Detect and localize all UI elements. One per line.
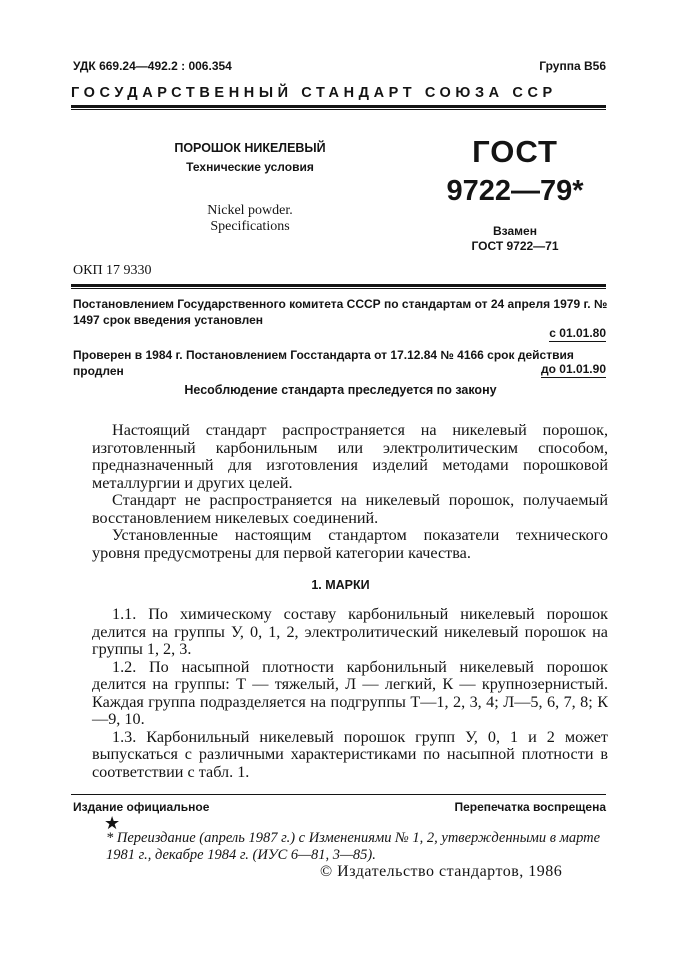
check-text: Проверен в 1984 г. Постановлением Госстандарта от 17.12.84 № 4166 срок действия продлен <box>73 348 574 378</box>
group-code: Группа В56 <box>539 59 606 73</box>
gost-number: 9722—79* <box>446 175 584 207</box>
warning-text: Несоблюдение стандарта преследуется по закону <box>184 383 497 397</box>
replaces-label: Взамен <box>493 224 537 238</box>
decree-date-value: с 01.01.80 <box>549 326 606 340</box>
banner-rule-thin <box>71 109 606 110</box>
copyright: © Издательство стандартов, 1986 <box>320 863 563 880</box>
section-block <box>92 606 608 781</box>
standard-banner: ГОСУДАРСТВЕННЫЙ СТАНДАРТ СОЮЗА ССР <box>71 85 557 101</box>
replaces-standard: ГОСТ 9722—71 <box>471 239 559 253</box>
title-ru: ПОРОШОК НИКЕЛЕВЫЙ <box>174 141 326 155</box>
decree-date <box>549 326 606 342</box>
decree-text: Постановлением Государственного комитета СССР по стандартам от 24 апреля 1979 г. № 1497 срок введения установлен <box>73 297 608 327</box>
header-rule-thin <box>71 288 606 289</box>
subtitle-ru: Технические условия <box>186 160 314 174</box>
section-paragraph-2: 1.2. По насыпной плотности карбонильный никелевый порошок делится на группы: Т — тяжелый, Л — легкий, К — крупнозернистый. Каждая группа подразделяется на подгруппы Т—1, 2, 3, 4; Л—5, 6, 7, 8; К—9, 10. <box>92 657 608 728</box>
replaces-block <box>440 224 590 254</box>
title-en-sub: Specifications <box>210 219 290 234</box>
okp-code: ОКП 17 9330 <box>73 263 152 278</box>
reissue-note: * Переиздание (апрель 1987 г.) с Изменениями № 1, 2, утвержденными в марте 1981 г., декабре 1984 г. (ИУС 6—81, 3—85). <box>106 830 601 863</box>
intro-paragraph-2: Стандарт не распространяется на никелевый порошок, получаемый восстановлением никелевых соединений. <box>92 491 608 527</box>
banner-rule <box>71 105 606 108</box>
official-edition: Издание официальное <box>73 800 210 814</box>
footer-rule <box>71 794 606 795</box>
check-date <box>541 362 606 378</box>
section-title: 1. МАРКИ <box>311 578 370 592</box>
section-paragraph-1: 1.1. По химическому составу карбонильный никелевый порошок делится на группы У, 0, 1, 2, электролитический никелевый порошок на группы 1, 2, 3. <box>92 605 608 658</box>
udk-code: УДК 669.24—492.2 : 006.354 <box>73 59 232 73</box>
reprint-prohibited: Перепечатка воспрещена <box>454 800 606 814</box>
intro-paragraph-3: Установленные настоящим стандартом показатели технического уровня предусмотрены для первой категории качества. <box>92 526 608 562</box>
section-paragraph-3: 1.3. Карбонильный никелевый порошок групп У, 0, 1 и 2 может выпускаться с различными характеристиками по насыпной плотности в соответствии с табл. 1. <box>92 727 608 781</box>
title-en <box>170 203 330 235</box>
star-icon: ★ <box>104 813 121 833</box>
header-rule <box>71 284 606 287</box>
intro-block <box>92 422 608 562</box>
intro-paragraph-1: Настоящий стандарт распространяется на никелевый порошок, изготовленный карбонильным или электролитическим способом, предназначенный для изготовления изделий методами порошковой металлургии и других целей. <box>92 421 608 492</box>
title-en-name: Nickel powder. <box>207 203 293 218</box>
gost-label: ГОСТ <box>472 134 558 169</box>
check-date-value: до 01.01.90 <box>541 362 606 376</box>
